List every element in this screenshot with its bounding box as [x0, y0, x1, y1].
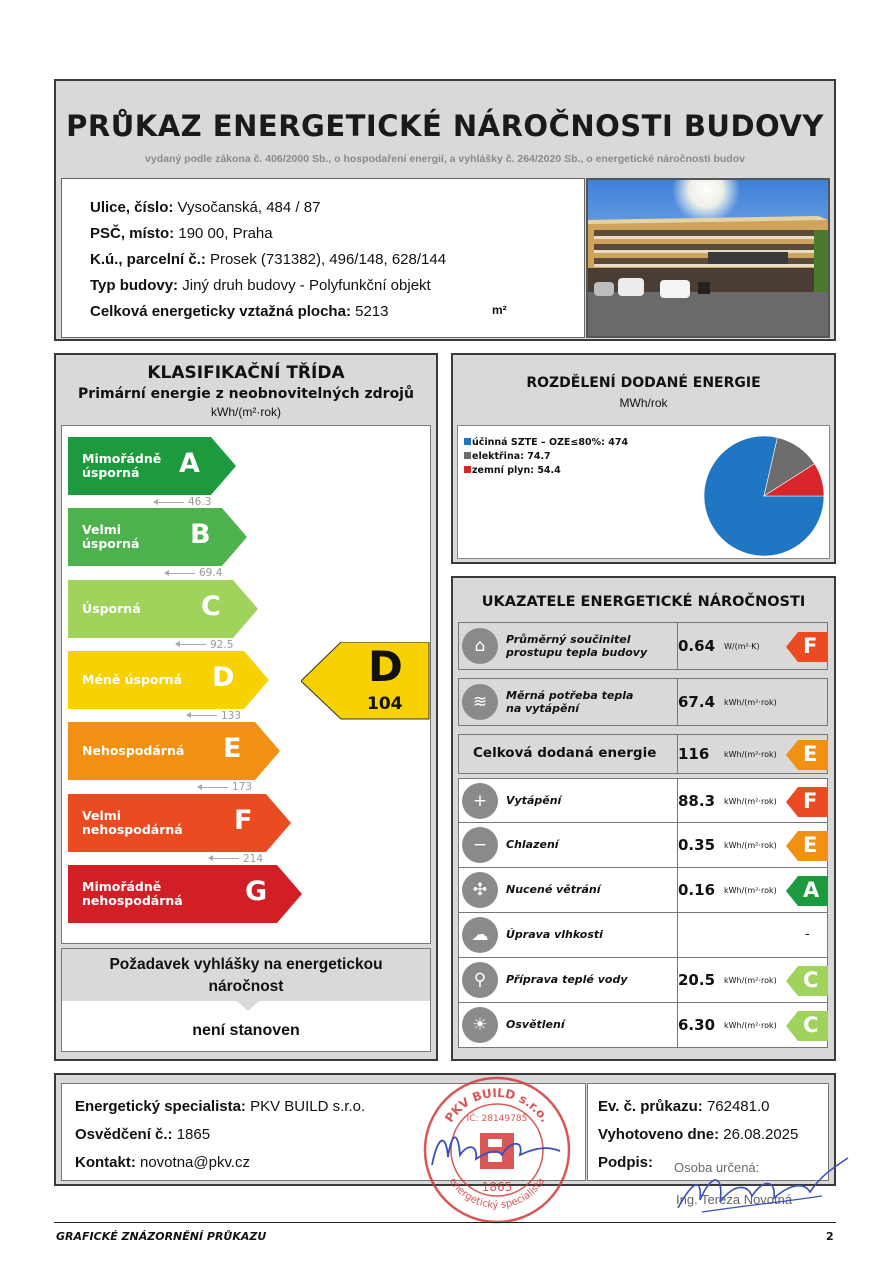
psc-row — [90, 225, 273, 242]
header-panel — [54, 79, 836, 341]
classification-title: KLASIFIKAČNÍ TŘÍDA — [147, 363, 345, 383]
energy-class-band-e — [68, 722, 281, 780]
class-threshold: 214 — [209, 853, 263, 865]
indicator-table — [453, 578, 838, 1063]
house-icon: ⌂ — [462, 628, 498, 664]
certificate-row — [75, 1126, 210, 1143]
pie-legend-item: elektřina: 74.7 — [464, 450, 628, 464]
indicator-class-badge: F — [786, 787, 828, 817]
distribution-unit: MWh/rok — [619, 396, 668, 410]
band-label: Méně úsporná — [82, 671, 183, 687]
band-label: Nehospodárná — [82, 743, 185, 759]
classification-panel — [54, 353, 438, 1061]
distribution-title: ROZDĚLENÍ DODANÉ ENERGIE — [526, 375, 761, 391]
indicator-label: Úprava vlhkosti — [506, 927, 603, 941]
class-threshold: 133 — [187, 710, 241, 722]
psc-label: PSČ, místo: — [90, 225, 175, 242]
date-value: 26.08.2025 — [723, 1126, 799, 1143]
building-type-row — [90, 277, 431, 294]
indicator-value: 20.5 — [678, 970, 716, 989]
indicator-row — [458, 678, 828, 726]
street-label: Ulice, číslo: — [90, 199, 174, 216]
indicator-row — [458, 778, 828, 823]
indicator-value: 0.16 — [678, 880, 716, 899]
building-type-value: Jiný druh budovy - Polyfunkční objekt — [182, 277, 431, 294]
indicator-class-badge: C — [786, 1011, 828, 1041]
ev-row — [598, 1098, 770, 1115]
requirement-title-2: náročnost — [208, 978, 284, 995]
energy-class-band-c — [68, 580, 259, 638]
indicator-unit: kWh/(m²·rok) — [724, 975, 777, 985]
band-label: Mimořádně úsporná — [82, 451, 162, 480]
legend-swatch — [464, 438, 471, 445]
indicator-unit: kWh/(m²·rok) — [724, 840, 777, 850]
specialist-row — [75, 1098, 365, 1115]
result-class-arrow — [301, 642, 431, 720]
classification-subtitle: Primární energie z neobnovitelných zdrojů — [78, 386, 414, 402]
band-letter: D — [212, 661, 235, 693]
band-letter: A — [179, 448, 200, 479]
contact-row — [75, 1154, 250, 1171]
area-label: Celková energeticky vztažná plocha: — [90, 303, 351, 320]
energy-class-band-d — [68, 651, 270, 709]
humidity-icon: ☁ — [462, 917, 498, 953]
area-unit: m² — [492, 303, 507, 317]
distribution-chart-area — [457, 425, 830, 559]
band-letter: C — [201, 590, 221, 622]
indicator-value: 0.64 — [678, 637, 716, 655]
band-letter: F — [234, 804, 253, 836]
psc-value: 190 00, Praha — [178, 225, 273, 242]
indicator-unit: kWh/(m²·rok) — [724, 796, 777, 806]
date-label: Vyhotoveno dne: — [598, 1126, 720, 1143]
energy-class-band-b — [68, 508, 248, 566]
indicator-label: Celková dodaná energie — [473, 745, 657, 761]
ku-value: Prosek (731382), 496/148, 628/144 — [210, 251, 447, 268]
signature-scribble-left — [428, 1125, 568, 1175]
indicator-class-badge: A — [786, 876, 828, 906]
building-type-label: Typ budovy: — [90, 277, 179, 294]
energy-class-band-f — [68, 794, 292, 852]
svg-text:energetický specialista: energetický specialista — [446, 1176, 548, 1212]
distribution-panel — [451, 353, 836, 564]
footer-caption: GRAFICKÉ ZNÁZORNĚNÍ PRŮKAZU — [56, 1230, 267, 1243]
indicator-label: Chlazení — [506, 837, 559, 851]
indicator-unit: - — [805, 926, 810, 942]
pie-legend-item: účinná SZTE – OZE≤80%: 474 — [464, 436, 628, 450]
classification-unit: kWh/(m²·rok) — [211, 405, 281, 419]
indicator-unit: kWh/(m²·rok) — [724, 750, 777, 759]
result-class-letter: D — [368, 642, 403, 691]
energy-class-band-a — [68, 437, 237, 495]
class-threshold: 46.3 — [154, 496, 211, 508]
signature-label: Podpis: — [598, 1154, 653, 1171]
indicator-label: Příprava teplé vody — [506, 972, 628, 986]
indicator-class-badge: E — [786, 740, 828, 770]
band-label: Úsporná — [82, 600, 141, 616]
indicators-panel — [451, 576, 836, 1061]
requirement-title-1: Požadavek vyhlášky na energetickou — [109, 956, 383, 973]
cooling-thermometer-icon: − — [462, 827, 498, 863]
contact-email[interactable]: novotna@pkv.cz — [140, 1154, 251, 1171]
light-bulb-icon: ☀ — [462, 1007, 498, 1043]
band-letter: B — [190, 519, 211, 551]
indicator-row — [458, 734, 828, 774]
street-value: Vysočanská, 484 / 87 — [177, 199, 321, 216]
svg-text:IČ: 28149785: IČ: 28149785 — [466, 1114, 528, 1124]
certificate-label: Osvědčení č.: — [75, 1126, 173, 1143]
building-photo — [586, 178, 830, 338]
document-title: PRŮKAZ ENERGETICKÉ NÁROČNOSTI BUDOVY — [66, 109, 824, 143]
indicators-title: UKAZATELE ENERGETICKÉ NÁROČNOSTI — [481, 594, 806, 610]
band-letter: E — [223, 733, 242, 765]
ku-label: K.ú., parcelní č.: — [90, 251, 206, 268]
ev-number: 762481.0 — [706, 1098, 770, 1115]
indicator-unit: kWh/(m²·rok) — [724, 1020, 777, 1030]
specialist-name: PKV BUILD s.r.o. — [250, 1098, 366, 1115]
person-label: Osoba určená: — [674, 1160, 760, 1175]
requirement-pointer — [237, 1001, 259, 1011]
signature-scribble-right — [672, 1152, 852, 1222]
band-label: Velmi úsporná — [82, 522, 140, 552]
certificate-number: 1865 — [176, 1126, 211, 1143]
indicator-value: 88.3 — [678, 791, 716, 810]
class-threshold: 173 — [198, 781, 252, 793]
ku-row — [90, 251, 446, 268]
indicator-row — [458, 622, 828, 670]
indicator-row — [458, 823, 828, 868]
class-threshold: 92.5 — [176, 639, 233, 651]
indicator-row — [458, 1003, 828, 1048]
indicator-label: Osvětlení — [506, 1017, 565, 1031]
band-letter: G — [245, 875, 268, 907]
contact-label: Kontakt: — [75, 1154, 136, 1171]
indicator-label: Nucené větrání — [506, 882, 601, 896]
document-subtitle: vydaný podle zákona č. 406/2000 Sb., o hospodaření energií, a vyhlášky č. 264/2020 Sb., o energetické náročnosti budov — [145, 153, 745, 165]
requirement-value: není stanoven — [192, 1022, 300, 1039]
indicator-class-badge: E — [786, 831, 828, 861]
band-label: Mimořádně nehospodárná — [82, 878, 183, 908]
ev-label: Ev. č. průkazu: — [598, 1098, 703, 1115]
energy-class-band-g — [68, 865, 303, 923]
indicator-row — [458, 958, 828, 1003]
responsible-person: Ing. Tereza Novotná — [676, 1192, 793, 1207]
distribution-pie-chart — [702, 434, 826, 558]
svg-text:1865: 1865 — [481, 1180, 513, 1194]
heat-thermometer-icon: ≋ — [462, 684, 498, 720]
heating-thermometer-icon: + — [462, 783, 498, 819]
indicator-value: 67.4 — [678, 693, 716, 711]
area-row — [90, 303, 388, 320]
requirement-box — [61, 948, 431, 1052]
street-row — [90, 199, 320, 216]
indicator-row — [458, 868, 828, 913]
indicator-value: 6.30 — [678, 1015, 716, 1034]
result-class-value: 104 — [367, 694, 403, 714]
building-info-box — [61, 178, 585, 338]
water-tap-icon: ⚲ — [462, 962, 498, 998]
indicator-unit: W/(m²·K) — [724, 642, 760, 651]
class-threshold: 69.4 — [165, 567, 222, 579]
signature-row — [598, 1154, 653, 1171]
indicator-value: 116 — [678, 745, 710, 763]
footer-divider — [54, 1222, 836, 1223]
pie-legend — [464, 436, 628, 478]
indicator-row — [458, 913, 828, 958]
indicator-value: 0.35 — [678, 835, 716, 854]
band-label: Velmi nehospodárná — [82, 807, 183, 837]
indicator-class-badge: C — [786, 966, 828, 996]
area-value: 5213 — [355, 303, 389, 320]
fan-icon: ✣ — [462, 872, 498, 908]
page-number: 2 — [826, 1230, 834, 1243]
indicator-label: Měrná potřeba tepla na vytápění — [506, 689, 634, 715]
legend-swatch — [464, 452, 471, 459]
indicator-class-badge: F — [786, 632, 828, 662]
specialist-label: Energetický specialista: — [75, 1098, 246, 1115]
indicator-label: Vytápění — [506, 793, 562, 807]
indicator-label: Průměrný součinitel prostupu tepla budovy — [506, 633, 648, 659]
legend-swatch — [464, 466, 471, 473]
indicator-unit: kWh/(m²·rok) — [724, 698, 777, 707]
date-row — [598, 1126, 798, 1143]
pie-legend-item: zemní plyn: 54.4 — [464, 464, 628, 478]
svg-text:PKV BUILD s.r.o.: PKV BUILD s.r.o. — [442, 1085, 552, 1125]
indicator-unit: kWh/(m²·rok) — [724, 885, 777, 895]
